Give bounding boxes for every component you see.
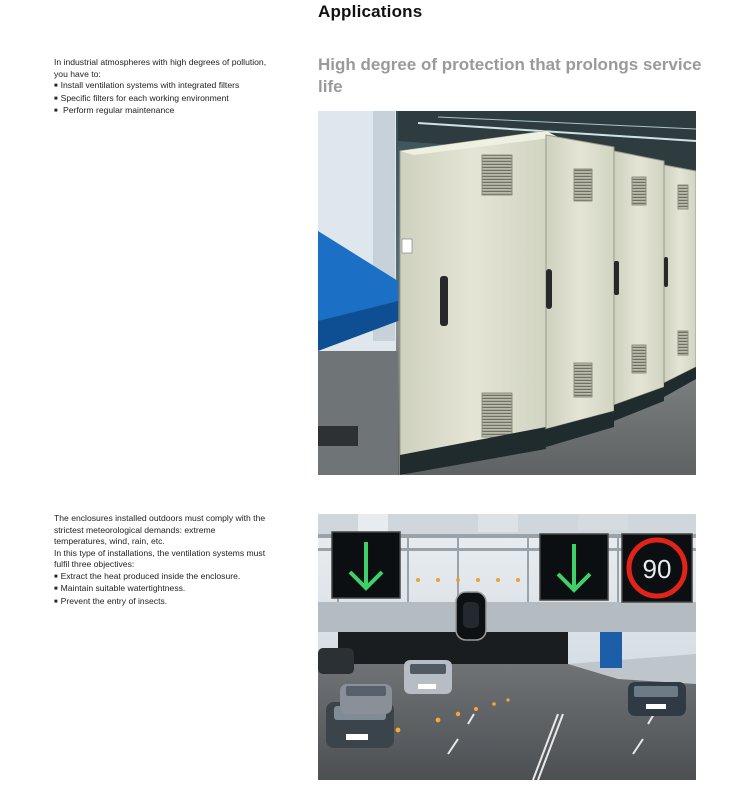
bullet-item: ■ Perform regular maintenance [54,105,300,118]
body-line: fulfil three objectives: [54,559,135,569]
speed-limit-text: 90 [642,554,672,584]
body-line: strictest meteorological demands: extreme [54,524,216,535]
bullet-item: ■ Install ventilation systems with integrated filters [54,80,300,93]
tunnel-photo [318,514,696,780]
cabinets-photo [318,111,696,475]
section2-text [54,513,300,608]
bullet-item: ■ Prevent the entry of insects. [54,596,300,609]
section-subtitle: High degree of protection that prolongs service life [318,55,702,96]
section1-text [54,57,300,118]
bullet-item: ■ Maintain suitable watertightness. [54,583,300,596]
bullet-item: ■ Specific filters for each working environment [54,93,300,106]
body-line: In this type of installations, the ventilation systems must [54,547,266,558]
page-title: Applications [318,2,423,21]
body-line: temperatures, wind, rain, etc. [54,536,165,546]
bullet-item: ■ Extract the heat produced inside the enclosure. [54,571,300,584]
intro-line: In industrial atmospheres with high degrees of pollution, [54,57,267,67]
intro-line: you have to: [54,68,101,79]
body-line: The enclosures installed outdoors must comply with the [54,513,266,523]
